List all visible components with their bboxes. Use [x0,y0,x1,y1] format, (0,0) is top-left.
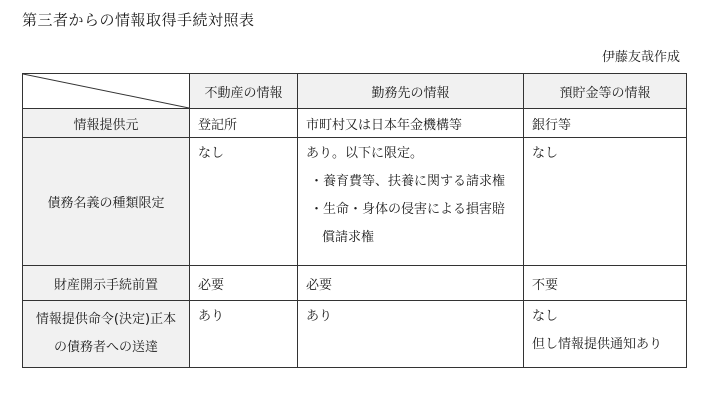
limit-item-injury-cont: 償請求権 [322,230,375,245]
row-label-procedure: 財産開示手続前置 [23,266,190,301]
header-row [23,74,687,109]
cell-text: なし [532,309,559,324]
row-label-sending [23,301,190,368]
corner-cell [23,74,190,109]
cell-source-workplace: 市町村又は日本年金機構等 [298,109,524,138]
cell-sending-deposit [524,301,687,368]
table-row-source [23,109,687,138]
limit-item-injury: ・生命・身体の侵害による損害賠 [310,202,506,217]
header-workplace: 勤務先の情報 [298,74,524,109]
cell-text: なし [198,146,225,161]
row-label-source: 情報提供元 [23,109,190,138]
cell-text: なし [532,146,559,161]
cell-text: あり [306,309,333,324]
author-credit: 伊藤友哉作成 [601,50,680,65]
cell-note: 但し情報提供通知あり [532,337,663,352]
cell-text: あり [198,309,225,324]
cell-types-realestate [190,138,298,266]
cell-types-deposit [524,138,687,266]
row-label-line: 情報提供命令(決定)正本 [35,312,177,327]
header-realestate: 不動産の情報 [190,74,298,109]
cell-procedure-workplace: 必要 [298,266,524,301]
cell-source-realestate: 登記所 [190,109,298,138]
cell-types-workplace [298,138,524,266]
limit-item-support: ・養育費等、扶養に関する請求権 [310,174,506,189]
comparison-table [22,73,687,368]
cell-procedure-deposit: 不要 [524,266,687,301]
cell-source-deposit: 銀行等 [524,109,687,138]
diagonal-line [23,74,189,108]
cell-sending-workplace [298,301,524,368]
row-label-types: 債務名義の種類限定 [23,138,190,266]
page-title: 第三者からの情報取得手続対照表 [22,11,255,29]
cell-procedure-realestate: 必要 [190,266,298,301]
limit-intro: あり。以下に限定。 [306,146,424,161]
row-label-line: の債務者への送達 [53,340,158,355]
cell-sending-realestate [190,301,298,368]
table-row-types [23,138,687,266]
header-deposit: 預貯金等の情報 [524,74,687,109]
table-row-sending [23,301,687,368]
table-row-procedure [23,266,687,301]
